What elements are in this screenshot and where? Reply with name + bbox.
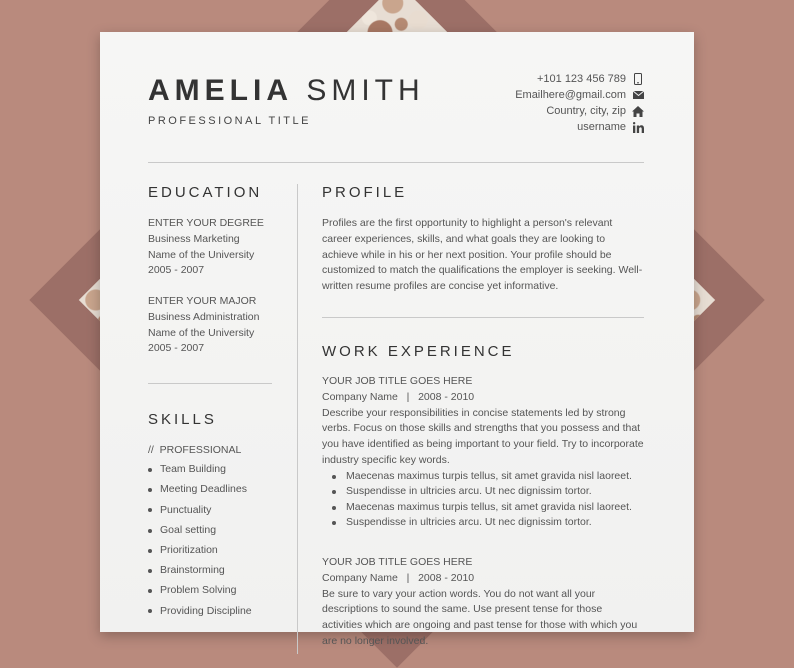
bullet-icon — [148, 508, 152, 512]
skill-item — [148, 521, 288, 541]
bullet-icon — [148, 609, 152, 613]
skill-label: Meeting Deadlines — [160, 483, 247, 496]
job-title: YOUR JOB TITLE GOES HERE — [322, 556, 473, 568]
bullet-icon — [148, 549, 152, 553]
education-degree: ENTER YOUR MAJOR — [148, 295, 257, 307]
job-bullet-text: Maecenas maximus turpis tellus, sit amet gravida nisl laoreet. — [346, 500, 632, 513]
bullet-icon — [332, 475, 336, 479]
first-name: AMELIA — [148, 74, 293, 107]
skills-subheading: // PROFESSIONAL — [148, 444, 242, 456]
bullet-icon — [332, 521, 336, 525]
profile-divider — [322, 317, 644, 318]
contact-email-text: Emailhere@gmail.com — [515, 89, 626, 101]
contact-email — [515, 87, 644, 103]
education-school: Name of the University — [148, 248, 255, 261]
job-bullet — [332, 516, 644, 532]
home-icon — [632, 105, 644, 117]
skill-label: Providing Discipline — [160, 604, 252, 617]
education-years: 2005 - 2007 — [148, 342, 205, 355]
skill-item — [148, 541, 288, 561]
contact-phone-text: +101 123 456 789 — [536, 73, 626, 85]
education-heading: EDUCATION — [148, 184, 263, 201]
skill-item — [148, 581, 288, 601]
job-description: Be sure to vary your action words. You do not want all your descriptions to sound the same. Use present tense for those activities which are ongoing and past tense for those with which you are no longer involved. — [322, 587, 638, 647]
linkedin-icon — [632, 121, 644, 133]
column-divider — [297, 184, 298, 654]
skill-item — [148, 460, 288, 480]
job-bullet — [332, 484, 644, 500]
skill-item — [148, 601, 288, 621]
job-bullet — [332, 500, 644, 516]
contact-linkedin-text: username — [577, 121, 626, 133]
candidate-name — [148, 74, 425, 108]
profile-heading: PROFILE — [322, 184, 408, 201]
skills-list — [148, 460, 288, 622]
education-school: Name of the University — [148, 326, 255, 339]
education-years: 2005 - 2007 — [148, 264, 205, 277]
last-name: SMITH — [306, 74, 425, 107]
profile-text: Profiles are the first opportunity to highlight a person's relevant career experiences, skills, and what goals they are looking to achieve while in his or her next position. Your profile should be customized to match the qualifications the employer is seeking. Well-written resume profiles are concise yet informative. — [322, 217, 643, 293]
contact-phone — [515, 71, 644, 87]
job-description: Describe your responsibilities in concise statements led by strong verbs. Focus on those skills and strengths that you possess and that you have identified as being important to your field. Try to incorporate industry specific key words. — [322, 406, 644, 466]
education-field: Business Administration — [148, 310, 260, 323]
phone-icon — [632, 73, 644, 85]
job-company-line: Company Name | 2008 - 2010 — [322, 571, 475, 584]
contact-linkedin — [515, 119, 644, 135]
education-field: Business Marketing — [148, 232, 240, 245]
skill-label: Team Building — [160, 463, 226, 476]
job-company-line: Company Name | 2008 - 2010 — [322, 390, 475, 403]
job-bullet — [332, 469, 644, 485]
skill-item — [148, 500, 288, 520]
education-degree: ENTER YOUR DEGREE — [148, 217, 264, 229]
skill-item — [148, 480, 288, 500]
contact-address-text: Country, city, zip — [546, 105, 626, 117]
education-entry — [148, 216, 288, 279]
bullet-icon — [148, 589, 152, 593]
bullet-icon — [148, 569, 152, 573]
job-entry — [322, 374, 644, 531]
job-bullet-text: Suspendisse in ultricies arcu. Ut nec dignissim tortor. — [346, 485, 592, 498]
skill-label: Goal setting — [160, 523, 217, 536]
bullet-icon — [148, 529, 152, 533]
work-experience-heading: WORK EXPERIENCE — [322, 343, 515, 360]
envelope-icon — [632, 89, 644, 101]
education-entry — [148, 294, 288, 357]
skill-label: Prioritization — [160, 543, 218, 556]
skills-heading: SKILLS — [148, 411, 217, 428]
job-bullet-text: Maecenas maximus turpis tellus, sit amet gravida nisl laoreet. — [346, 469, 632, 482]
skill-label: Punctuality — [160, 503, 212, 516]
contact-address — [515, 103, 644, 119]
bullet-icon — [332, 490, 336, 494]
bullet-icon — [148, 468, 152, 472]
job-bullets — [322, 469, 644, 531]
job-title: YOUR JOB TITLE GOES HERE — [322, 375, 473, 387]
skill-item — [148, 561, 288, 581]
professional-title: PROFESSIONAL TITLE — [148, 115, 311, 127]
education-divider — [148, 383, 272, 384]
job-entry — [322, 555, 644, 650]
skill-label: Brainstorming — [160, 564, 225, 577]
bullet-icon — [148, 488, 152, 492]
resume-page — [100, 32, 694, 647]
job-bullet-text: Suspendisse in ultricies arcu. Ut nec dignissim tortor. — [346, 516, 592, 529]
bullet-icon — [332, 506, 336, 510]
header-divider — [148, 162, 644, 163]
contact-block — [515, 71, 644, 135]
skill-label: Problem Solving — [160, 584, 237, 597]
